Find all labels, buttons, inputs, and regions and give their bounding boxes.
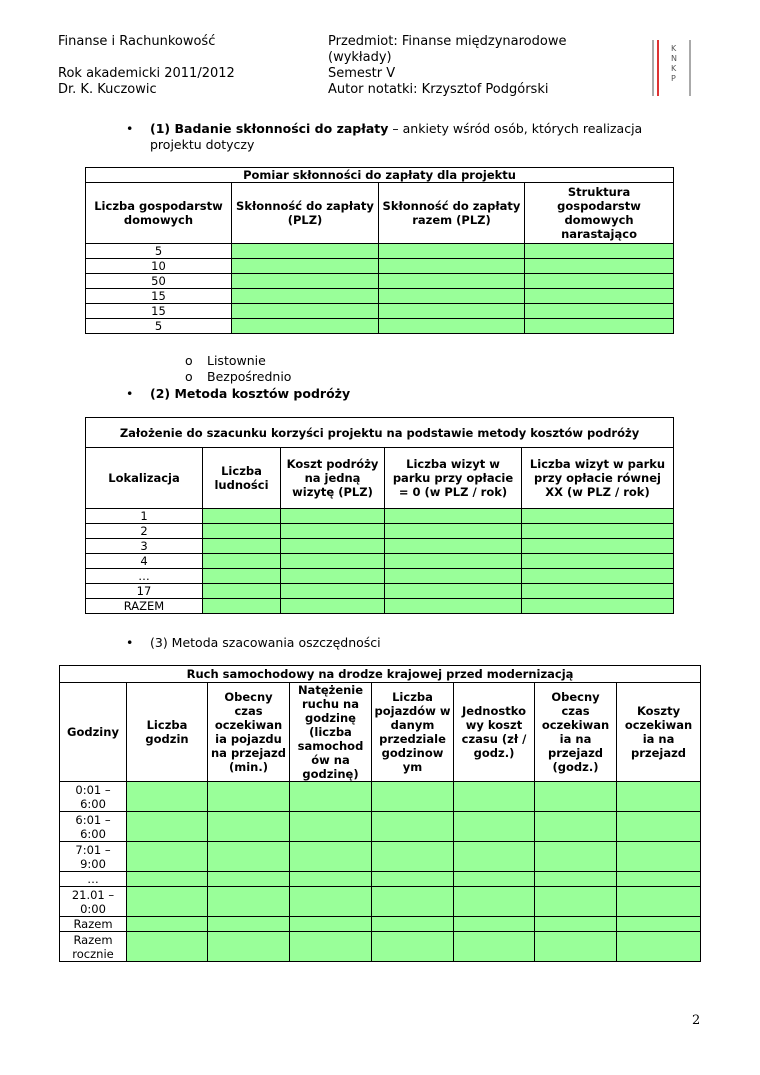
input-cell[interactable] bbox=[290, 812, 372, 842]
input-cell[interactable] bbox=[454, 917, 535, 932]
input-cell[interactable] bbox=[203, 584, 281, 599]
input-cell[interactable] bbox=[208, 917, 290, 932]
table-row bbox=[86, 539, 674, 554]
input-cell[interactable] bbox=[535, 812, 617, 842]
header-subject-type: (wykłady) bbox=[328, 50, 392, 65]
input-cell[interactable] bbox=[535, 917, 617, 932]
table-row bbox=[60, 842, 701, 872]
input-cell[interactable] bbox=[522, 599, 674, 614]
input-cell[interactable] bbox=[525, 259, 674, 274]
input-cell[interactable] bbox=[535, 887, 617, 917]
table-row bbox=[86, 319, 674, 334]
table-row bbox=[86, 599, 674, 614]
input-cell[interactable] bbox=[372, 872, 454, 887]
input-cell[interactable] bbox=[372, 887, 454, 917]
input-cell[interactable] bbox=[525, 244, 674, 259]
input-cell[interactable] bbox=[372, 917, 454, 932]
table-row bbox=[86, 554, 674, 569]
input-cell[interactable] bbox=[281, 569, 385, 584]
row-label: 6:01 – 6:00 bbox=[60, 812, 127, 842]
table-row bbox=[60, 932, 701, 962]
table-row bbox=[86, 569, 674, 584]
table-row bbox=[86, 304, 674, 319]
input-cell[interactable] bbox=[232, 289, 379, 304]
input-cell[interactable] bbox=[535, 932, 617, 962]
input-cell[interactable] bbox=[617, 812, 701, 842]
input-cell[interactable] bbox=[281, 584, 385, 599]
input-cell[interactable] bbox=[385, 584, 522, 599]
input-cell[interactable] bbox=[385, 509, 522, 524]
input-cell[interactable] bbox=[372, 842, 454, 872]
input-cell[interactable] bbox=[127, 812, 208, 842]
input-cell[interactable] bbox=[232, 244, 379, 259]
input-cell[interactable] bbox=[535, 782, 617, 812]
row-label: Razem bbox=[60, 917, 127, 932]
input-cell[interactable] bbox=[281, 599, 385, 614]
input-cell[interactable] bbox=[379, 244, 525, 259]
input-cell[interactable] bbox=[203, 524, 281, 539]
header-author: Autor notatki: Krzysztof Podgórski bbox=[328, 82, 549, 97]
input-cell[interactable] bbox=[127, 842, 208, 872]
row-label: 15 bbox=[86, 304, 232, 319]
input-cell[interactable] bbox=[281, 509, 385, 524]
header-subject: Przedmiot: Finanse międzynarodowe bbox=[328, 34, 567, 49]
row-label: 0:01 – 6:00 bbox=[60, 782, 127, 812]
row-label: 5 bbox=[86, 319, 232, 334]
input-cell[interactable] bbox=[232, 259, 379, 274]
row-label: 3 bbox=[86, 539, 203, 554]
input-cell[interactable] bbox=[290, 782, 372, 812]
input-cell[interactable] bbox=[535, 842, 617, 872]
input-cell[interactable] bbox=[208, 872, 290, 887]
column-header: Natężenie ruchu na godzinę (liczba samochod ów na godzinę) bbox=[290, 683, 372, 782]
input-cell[interactable] bbox=[454, 872, 535, 887]
table-row bbox=[86, 274, 674, 289]
row-label: … bbox=[86, 569, 203, 584]
table-travel-cost: Założenie do szacunku korzyści projektu na podstawie metody kosztów podróży Lokalizacja Liczba ludności Koszt podróży na jedną wizytę (PLZ) Liczba wizyt w parku przy opłacie = 0 (w PLZ / rok) Liczba wizyt w parku przy opłacie równej XX (w PLZ / rok) 1 2 3 4 … 17 RAZEM bbox=[85, 417, 674, 614]
input-cell[interactable] bbox=[290, 887, 372, 917]
row-label: 15 bbox=[86, 289, 232, 304]
input-cell[interactable] bbox=[281, 539, 385, 554]
section-3-bullet: • (3) Metoda szacowania oszczędności bbox=[126, 635, 381, 650]
input-cell[interactable] bbox=[379, 289, 525, 304]
input-cell[interactable] bbox=[385, 554, 522, 569]
input-cell[interactable] bbox=[617, 917, 701, 932]
input-cell[interactable] bbox=[208, 842, 290, 872]
input-cell[interactable] bbox=[522, 554, 674, 569]
input-cell[interactable] bbox=[617, 872, 701, 887]
input-cell[interactable] bbox=[525, 304, 674, 319]
input-cell[interactable] bbox=[617, 782, 701, 812]
table-title: Ruch samochodowy na drodze krajowej przed modernizacją bbox=[60, 666, 701, 683]
input-cell[interactable] bbox=[525, 289, 674, 304]
row-label: 21.01 – 0:00 bbox=[60, 887, 127, 917]
column-header: Liczba pojazdów w danym przedziale godzinow ym bbox=[372, 683, 454, 782]
input-cell[interactable] bbox=[385, 524, 522, 539]
table-row bbox=[60, 887, 701, 917]
input-cell[interactable] bbox=[535, 872, 617, 887]
row-label: … bbox=[60, 872, 127, 887]
input-cell[interactable] bbox=[208, 932, 290, 962]
table-row bbox=[60, 782, 701, 812]
input-cell[interactable] bbox=[203, 509, 281, 524]
column-header: Obecny czas oczekiwan ia na przejazd (godz.) bbox=[535, 683, 617, 782]
input-cell[interactable] bbox=[127, 932, 208, 962]
input-cell[interactable] bbox=[290, 917, 372, 932]
table-row bbox=[86, 584, 674, 599]
input-cell[interactable] bbox=[454, 887, 535, 917]
input-cell[interactable] bbox=[127, 917, 208, 932]
column-header: Godziny bbox=[60, 683, 127, 782]
input-cell[interactable] bbox=[203, 554, 281, 569]
table-row bbox=[60, 812, 701, 842]
input-cell[interactable] bbox=[525, 274, 674, 289]
input-cell[interactable] bbox=[208, 782, 290, 812]
input-cell[interactable] bbox=[281, 524, 385, 539]
input-cell[interactable] bbox=[372, 782, 454, 812]
header-lecturer: Dr. K. Kuczowic bbox=[58, 82, 157, 97]
table-row bbox=[86, 289, 674, 304]
input-cell[interactable] bbox=[379, 304, 525, 319]
table-row bbox=[60, 872, 701, 887]
page-number: 2 bbox=[692, 1013, 701, 1028]
input-cell[interactable] bbox=[522, 524, 674, 539]
header-faculty: Finanse i Rachunkowość bbox=[58, 34, 216, 49]
table-row bbox=[86, 244, 674, 259]
input-cell[interactable] bbox=[281, 554, 385, 569]
input-cell[interactable] bbox=[385, 539, 522, 554]
input-cell[interactable] bbox=[522, 584, 674, 599]
input-cell[interactable] bbox=[232, 274, 379, 289]
knkp-logo: KNKP bbox=[652, 40, 692, 96]
column-header: Jednostko wy koszt czasu (zł / godz.) bbox=[454, 683, 535, 782]
input-cell[interactable] bbox=[203, 599, 281, 614]
header-semester: Semestr V bbox=[328, 66, 396, 81]
input-cell[interactable] bbox=[379, 319, 525, 334]
header-year: Rok akademicki 2011/2012 bbox=[58, 66, 235, 81]
input-cell[interactable] bbox=[208, 887, 290, 917]
input-cell[interactable] bbox=[617, 932, 701, 962]
input-cell[interactable] bbox=[454, 932, 535, 962]
input-cell[interactable] bbox=[617, 842, 701, 872]
input-cell[interactable] bbox=[290, 842, 372, 872]
input-cell[interactable] bbox=[522, 569, 674, 584]
sub-bullet-direct: o Bezpośrednio bbox=[185, 369, 292, 384]
input-cell[interactable] bbox=[454, 782, 535, 812]
input-cell[interactable] bbox=[232, 319, 379, 334]
row-label: 10 bbox=[86, 259, 232, 274]
table-road-traffic bbox=[59, 665, 701, 962]
row-label: Razem rocznie bbox=[60, 932, 127, 962]
row-label: 50 bbox=[86, 274, 232, 289]
table-row bbox=[86, 509, 674, 524]
row-label: 7:01 – 9:00 bbox=[60, 842, 127, 872]
table-row bbox=[60, 917, 701, 932]
table-row bbox=[86, 524, 674, 539]
section-1-bullet: • (1) Badanie skłonności do zapłaty – ankiety wśród osób, których realizacja projektu dotyczy bbox=[126, 121, 643, 152]
section-2-bullet: • (2) Metoda kosztów podróży bbox=[126, 386, 351, 401]
table-title: Założenie do szacunku korzyści projektu na podstawie metody kosztów podróży bbox=[86, 418, 674, 448]
row-label: RAZEM bbox=[86, 599, 203, 614]
input-cell[interactable] bbox=[454, 812, 535, 842]
input-cell[interactable] bbox=[232, 304, 379, 319]
input-cell[interactable] bbox=[385, 569, 522, 584]
row-label: 2 bbox=[86, 524, 203, 539]
input-cell[interactable] bbox=[203, 539, 281, 554]
input-cell[interactable] bbox=[372, 812, 454, 842]
input-cell[interactable] bbox=[522, 539, 674, 554]
row-label: 17 bbox=[86, 584, 203, 599]
column-header: Liczba godzin bbox=[127, 683, 208, 782]
input-cell[interactable] bbox=[617, 887, 701, 917]
table-row bbox=[86, 259, 674, 274]
input-cell[interactable] bbox=[127, 887, 208, 917]
input-cell[interactable] bbox=[127, 872, 208, 887]
input-cell[interactable] bbox=[127, 782, 208, 812]
input-cell[interactable] bbox=[525, 319, 674, 334]
input-cell[interactable] bbox=[290, 872, 372, 887]
row-label: 1 bbox=[86, 509, 203, 524]
input-cell[interactable] bbox=[290, 932, 372, 962]
table-title: Pomiar skłonności do zapłaty dla projektu bbox=[86, 168, 674, 183]
input-cell[interactable] bbox=[372, 932, 454, 962]
column-header: Koszty oczekiwan ia na przejazd bbox=[617, 683, 701, 782]
sub-bullet-letters: o Listownie bbox=[185, 353, 266, 368]
input-cell[interactable] bbox=[385, 599, 522, 614]
input-cell[interactable] bbox=[379, 274, 525, 289]
input-cell[interactable] bbox=[522, 509, 674, 524]
input-cell[interactable] bbox=[379, 259, 525, 274]
input-cell[interactable] bbox=[203, 569, 281, 584]
input-cell[interactable] bbox=[454, 842, 535, 872]
table-willingness-to-pay: Pomiar skłonności do zapłaty dla projektu Liczba gospodarstw domowych Skłonność do zapłaty (PLZ) Skłonność do zapłaty razem (PLZ) Struktura gospodarstw domowych narastająco 5 10 50 15 15 5 bbox=[85, 167, 674, 334]
input-cell[interactable] bbox=[208, 812, 290, 842]
row-label: 4 bbox=[86, 554, 203, 569]
column-header: Obecny czas oczekiwan ia pojazdu na przejazd (min.) bbox=[208, 683, 290, 782]
row-label: 5 bbox=[86, 244, 232, 259]
